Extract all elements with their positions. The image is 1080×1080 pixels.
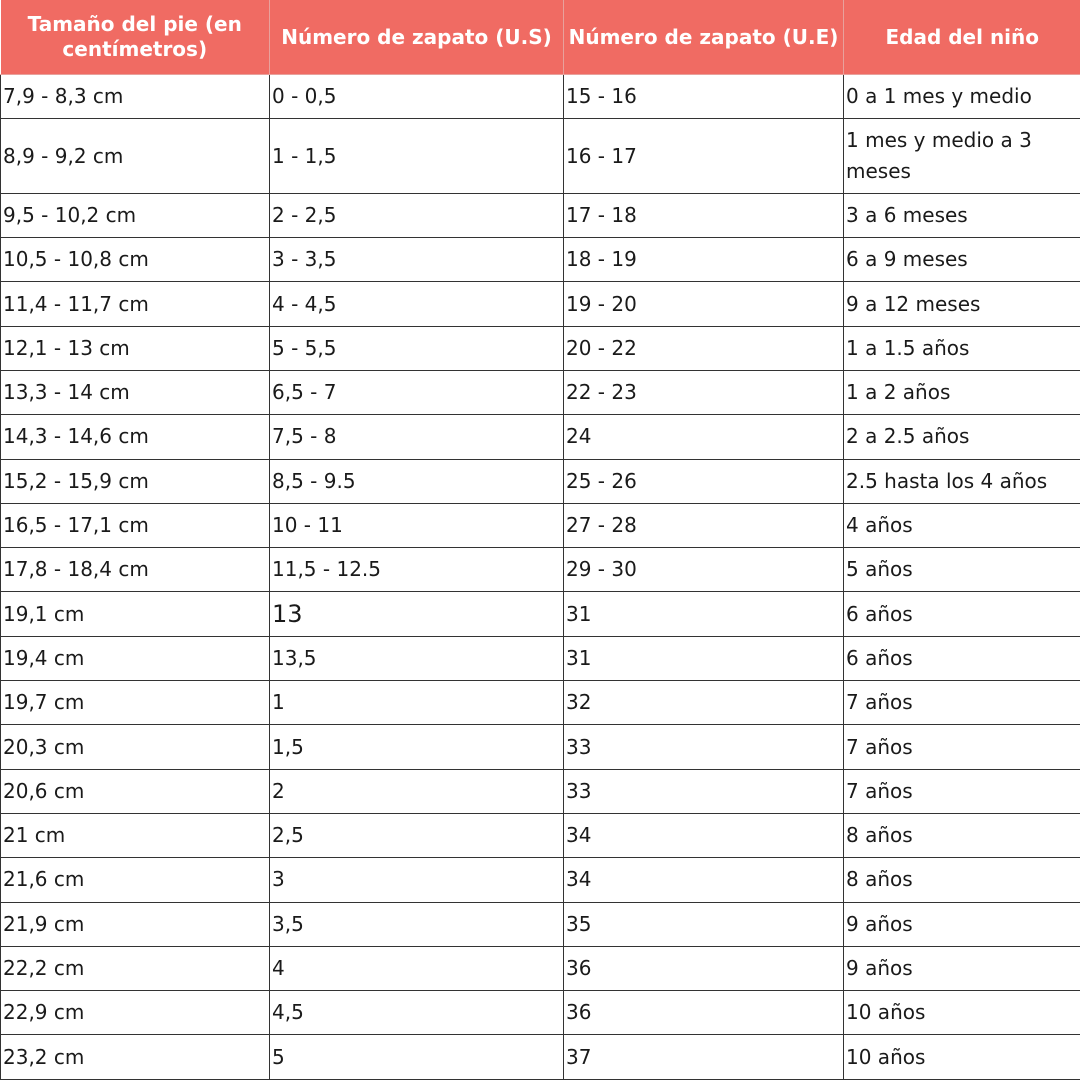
cell-child-age: 6 a 9 meses bbox=[844, 238, 1080, 282]
cell-child-age: 9 años bbox=[844, 902, 1080, 946]
table-row bbox=[1, 503, 1080, 547]
cell-us-size: 1 bbox=[270, 681, 564, 725]
header-child-age: Edad del niño bbox=[844, 0, 1080, 75]
cell-us-size: 5 bbox=[270, 1035, 564, 1080]
cell-child-age: 9 a 12 meses bbox=[844, 282, 1080, 326]
cell-foot-size: 19,4 cm bbox=[1, 636, 270, 680]
table-row bbox=[1, 326, 1080, 370]
cell-child-age: 10 años bbox=[844, 991, 1080, 1035]
table-row bbox=[1, 75, 1080, 119]
table-row bbox=[1, 813, 1080, 857]
cell-us-size: 3 bbox=[270, 858, 564, 902]
cell-us-size: 3,5 bbox=[270, 902, 564, 946]
cell-foot-size: 23,2 cm bbox=[1, 1035, 270, 1080]
cell-eu-size: 34 bbox=[564, 813, 844, 857]
cell-eu-size: 17 - 18 bbox=[564, 193, 844, 237]
cell-eu-size: 15 - 16 bbox=[564, 75, 844, 119]
table-row bbox=[1, 991, 1080, 1035]
cell-us-size: 0 - 0,5 bbox=[270, 75, 564, 119]
cell-us-size: 1 - 1,5 bbox=[270, 119, 564, 194]
cell-us-size: 3 - 3,5 bbox=[270, 238, 564, 282]
cell-child-age: 8 años bbox=[844, 813, 1080, 857]
table-row bbox=[1, 415, 1080, 459]
cell-child-age: 0 a 1 mes y medio bbox=[844, 75, 1080, 119]
header-eu-size: Número de zapato (U.E) bbox=[564, 0, 844, 75]
cell-foot-size: 8,9 - 9,2 cm bbox=[1, 119, 270, 194]
cell-child-age: 10 años bbox=[844, 1035, 1080, 1080]
cell-foot-size: 22,9 cm bbox=[1, 991, 270, 1035]
cell-foot-size: 21,9 cm bbox=[1, 902, 270, 946]
cell-child-age: 7 años bbox=[844, 681, 1080, 725]
cell-foot-size: 22,2 cm bbox=[1, 946, 270, 990]
cell-foot-size: 20,6 cm bbox=[1, 769, 270, 813]
cell-child-age: 4 años bbox=[844, 503, 1080, 547]
cell-foot-size: 9,5 - 10,2 cm bbox=[1, 193, 270, 237]
cell-eu-size: 20 - 22 bbox=[564, 326, 844, 370]
cell-us-size: 11,5 - 12.5 bbox=[270, 548, 564, 592]
cell-child-age: 6 años bbox=[844, 636, 1080, 680]
cell-us-size: 13 bbox=[270, 592, 564, 636]
table-row bbox=[1, 371, 1080, 415]
cell-us-size: 5 - 5,5 bbox=[270, 326, 564, 370]
cell-child-age: 1 a 1.5 años bbox=[844, 326, 1080, 370]
cell-eu-size: 33 bbox=[564, 725, 844, 769]
cell-us-size: 13,5 bbox=[270, 636, 564, 680]
cell-eu-size: 25 - 26 bbox=[564, 459, 844, 503]
cell-foot-size: 15,2 - 15,9 cm bbox=[1, 459, 270, 503]
table-row bbox=[1, 858, 1080, 902]
cell-foot-size: 14,3 - 14,6 cm bbox=[1, 415, 270, 459]
cell-us-size: 1,5 bbox=[270, 725, 564, 769]
cell-eu-size: 29 - 30 bbox=[564, 548, 844, 592]
cell-foot-size: 20,3 cm bbox=[1, 725, 270, 769]
table-row bbox=[1, 459, 1080, 503]
cell-eu-size: 31 bbox=[564, 636, 844, 680]
cell-child-age: 7 años bbox=[844, 725, 1080, 769]
cell-child-age: 1 a 2 años bbox=[844, 371, 1080, 415]
cell-foot-size: 21,6 cm bbox=[1, 858, 270, 902]
table-row bbox=[1, 1035, 1080, 1080]
cell-foot-size: 11,4 - 11,7 cm bbox=[1, 282, 270, 326]
table-row bbox=[1, 681, 1080, 725]
table-row bbox=[1, 119, 1080, 194]
cell-us-size: 4 - 4,5 bbox=[270, 282, 564, 326]
header-foot-size: Tamaño del pie (en centímetros) bbox=[1, 0, 270, 75]
table-row bbox=[1, 636, 1080, 680]
cell-eu-size: 16 - 17 bbox=[564, 119, 844, 194]
cell-eu-size: 36 bbox=[564, 991, 844, 1035]
table-row bbox=[1, 238, 1080, 282]
table-row bbox=[1, 902, 1080, 946]
cell-child-age: 2.5 hasta los 4 años bbox=[844, 459, 1080, 503]
cell-eu-size: 35 bbox=[564, 902, 844, 946]
cell-child-age: 9 años bbox=[844, 946, 1080, 990]
cell-eu-size: 27 - 28 bbox=[564, 503, 844, 547]
table-header bbox=[1, 0, 1080, 75]
cell-eu-size: 31 bbox=[564, 592, 844, 636]
cell-eu-size: 18 - 19 bbox=[564, 238, 844, 282]
cell-child-age: 5 años bbox=[844, 548, 1080, 592]
cell-child-age: 1 mes y medio a 3 meses bbox=[844, 119, 1080, 194]
cell-foot-size: 19,1 cm bbox=[1, 592, 270, 636]
cell-us-size: 7,5 - 8 bbox=[270, 415, 564, 459]
cell-us-size: 2 bbox=[270, 769, 564, 813]
cell-child-age: 7 años bbox=[844, 769, 1080, 813]
cell-us-size: 2,5 bbox=[270, 813, 564, 857]
cell-eu-size: 36 bbox=[564, 946, 844, 990]
cell-us-size: 10 - 11 bbox=[270, 503, 564, 547]
cell-child-age: 3 a 6 meses bbox=[844, 193, 1080, 237]
cell-eu-size: 34 bbox=[564, 858, 844, 902]
cell-foot-size: 19,7 cm bbox=[1, 681, 270, 725]
cell-eu-size: 32 bbox=[564, 681, 844, 725]
cell-child-age: 8 años bbox=[844, 858, 1080, 902]
cell-us-size: 2 - 2,5 bbox=[270, 193, 564, 237]
header-us-size: Número de zapato (U.S) bbox=[270, 0, 564, 75]
cell-foot-size: 10,5 - 10,8 cm bbox=[1, 238, 270, 282]
table-row bbox=[1, 946, 1080, 990]
cell-eu-size: 19 - 20 bbox=[564, 282, 844, 326]
cell-us-size: 8,5 - 9.5 bbox=[270, 459, 564, 503]
cell-foot-size: 17,8 - 18,4 cm bbox=[1, 548, 270, 592]
table-row bbox=[1, 193, 1080, 237]
table-row bbox=[1, 592, 1080, 636]
cell-foot-size: 13,3 - 14 cm bbox=[1, 371, 270, 415]
table-row bbox=[1, 725, 1080, 769]
cell-us-size: 4,5 bbox=[270, 991, 564, 1035]
cell-child-age: 6 años bbox=[844, 592, 1080, 636]
cell-foot-size: 7,9 - 8,3 cm bbox=[1, 75, 270, 119]
header-row bbox=[1, 0, 1080, 75]
table-row bbox=[1, 769, 1080, 813]
cell-eu-size: 33 bbox=[564, 769, 844, 813]
cell-us-size: 4 bbox=[270, 946, 564, 990]
cell-foot-size: 21 cm bbox=[1, 813, 270, 857]
cell-eu-size: 37 bbox=[564, 1035, 844, 1080]
cell-eu-size: 22 - 23 bbox=[564, 371, 844, 415]
cell-us-size: 6,5 - 7 bbox=[270, 371, 564, 415]
table-body bbox=[1, 75, 1080, 1080]
table-row bbox=[1, 548, 1080, 592]
cell-foot-size: 12,1 - 13 cm bbox=[1, 326, 270, 370]
cell-child-age: 2 a 2.5 años bbox=[844, 415, 1080, 459]
table-row bbox=[1, 282, 1080, 326]
cell-foot-size: 16,5 - 17,1 cm bbox=[1, 503, 270, 547]
cell-eu-size: 24 bbox=[564, 415, 844, 459]
